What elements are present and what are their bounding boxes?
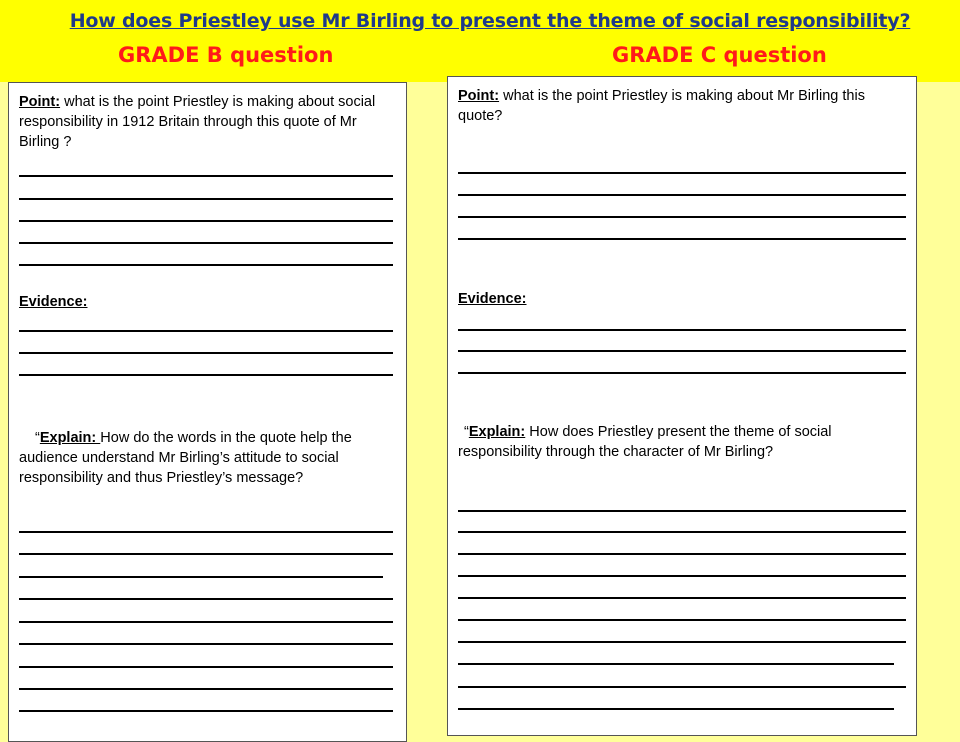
- evidence-label: Evidence:: [458, 291, 527, 307]
- grade-b-heading: GRADE B question: [118, 43, 334, 67]
- explain-label: Explain:: [39, 430, 101, 446]
- answer-line[interactable]: [19, 220, 393, 222]
- answer-line[interactable]: [458, 641, 906, 643]
- answer-line[interactable]: [19, 598, 393, 600]
- answer-line[interactable]: [458, 510, 906, 512]
- evidence-prompt: [19, 292, 88, 312]
- answer-line[interactable]: [19, 666, 393, 668]
- answer-line[interactable]: [458, 708, 894, 710]
- answer-line[interactable]: [458, 350, 906, 352]
- answer-line[interactable]: [19, 264, 393, 266]
- explain-prompt: [458, 422, 908, 462]
- answer-line[interactable]: [19, 175, 393, 177]
- answer-line[interactable]: [19, 198, 393, 200]
- point-label: Point:: [458, 88, 500, 104]
- answer-line[interactable]: [458, 597, 906, 599]
- header-banner: [0, 0, 960, 82]
- answer-line[interactable]: [458, 172, 906, 174]
- answer-line[interactable]: [19, 688, 393, 690]
- answer-line[interactable]: [19, 710, 393, 712]
- evidence-prompt: [458, 289, 527, 309]
- explain-text: How do the words in the quote help the audience understand Mr Birling’s attitude to social responsibility and thus Priestley’s message?: [19, 430, 352, 486]
- grade-c-heading: GRADE C question: [612, 43, 827, 67]
- answer-line[interactable]: [19, 352, 393, 354]
- answer-line[interactable]: [458, 216, 906, 218]
- point-text: what is the point Priestley is making about social responsibility in 1912 Britain through this quote of Mr Birling ?: [19, 94, 376, 150]
- explain-label: Explain:: [468, 424, 526, 440]
- grade-b-worksheet-panel: [8, 82, 407, 742]
- answer-line[interactable]: [458, 686, 906, 688]
- grade-c-worksheet-panel: [447, 76, 917, 736]
- explain-prompt: [19, 428, 391, 488]
- answer-line[interactable]: [458, 238, 906, 240]
- evidence-label: Evidence:: [19, 294, 88, 310]
- answer-line[interactable]: [19, 242, 393, 244]
- answer-line[interactable]: [458, 372, 906, 374]
- answer-line[interactable]: [458, 329, 906, 331]
- answer-line[interactable]: [19, 330, 393, 332]
- explain-text: How does Priestley present the theme of social responsibility through the character of Mr Birling?: [458, 424, 832, 460]
- answer-line[interactable]: [458, 619, 906, 621]
- answer-line[interactable]: [19, 576, 383, 578]
- quote-mark: “: [35, 430, 40, 446]
- answer-line[interactable]: [19, 621, 393, 623]
- quote-mark: “: [464, 424, 469, 440]
- answer-line[interactable]: [458, 194, 906, 196]
- point-text: what is the point Priestley is making about Mr Birling this quote?: [458, 88, 865, 124]
- answer-line[interactable]: [458, 553, 906, 555]
- point-prompt: [19, 92, 391, 152]
- answer-line[interactable]: [458, 663, 894, 665]
- answer-line[interactable]: [458, 575, 906, 577]
- page-title: How does Priestley use Mr Birling to present the theme of social responsibility?: [69, 10, 911, 32]
- point-label: Point:: [19, 94, 61, 110]
- answer-line[interactable]: [19, 374, 393, 376]
- answer-line[interactable]: [19, 531, 393, 533]
- answer-line[interactable]: [19, 553, 393, 555]
- answer-line[interactable]: [458, 531, 906, 533]
- answer-line[interactable]: [19, 643, 393, 645]
- point-prompt: [458, 86, 908, 126]
